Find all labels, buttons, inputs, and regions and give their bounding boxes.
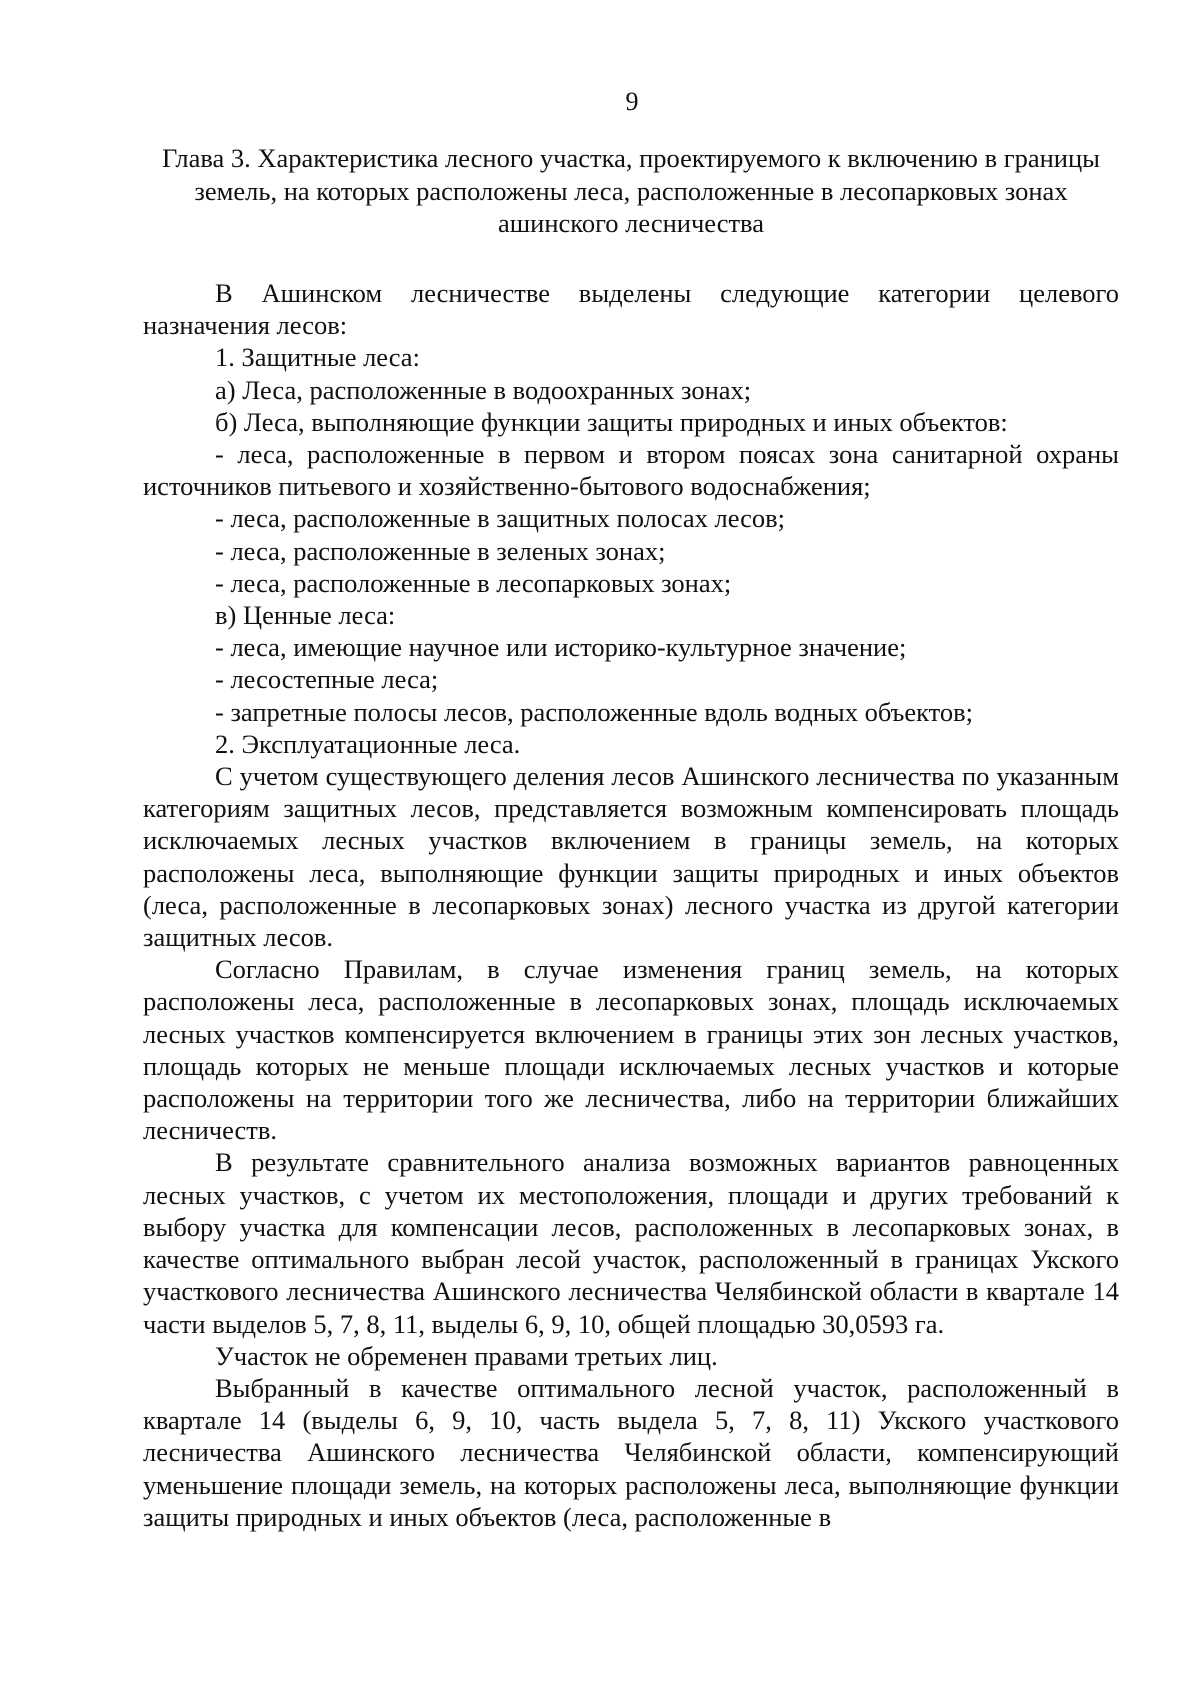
- document-body: [143, 277, 1119, 1533]
- paragraph: Выбранный в качестве оптимального лесной участок, расположенный в квартале 14 (выделы 6, 9, 10, часть выдела 5, 7, 8, 11) Укского участкового лесничества Ашинского лесничества Челябинской области, компенсирующий уменьшение площади земель, на которых расположены леса, выполняющие функции защиты природных и иных объектов (леса, расположенные в: [143, 1372, 1119, 1532]
- paragraph: Участок не обременен правами третьих лиц.: [215, 1340, 718, 1371]
- list-item: - запретные полосы лесов, расположенные вдоль водных объектов;: [215, 696, 974, 727]
- list-item: - леса, имеющие научное или историко-культурное значение;: [215, 632, 907, 663]
- list-item: 1. Защитные леса:: [215, 342, 420, 373]
- list-item: - леса, расположенные в зеленых зонах;: [215, 535, 666, 566]
- list-item: 2. Эксплуатационные леса.: [215, 728, 521, 759]
- paragraph: Согласно Правилам, в случае изменения границ земель, на которых расположены леса, расположенные в лесопарковых зонах, площадь исключаемых лесных участков компенсируется включением в границы этих зон лесных участков, площадь которых не меньше площади исключаемых лесных участков и которые расположены на территории того же лесничества, либо на территории ближайших лесничеств.: [143, 954, 1119, 1146]
- paragraph-intro: В Ашинском лесничестве выделены следующие категории целевого назначения лесов:: [143, 278, 1119, 341]
- chapter-title: Глава 3. Характеристика лесного участка, проектируемого к включению в границы земель, на которых расположены леса, расположенные в лесопарковых зонах ашинского лесничества: [162, 143, 1100, 238]
- page-number: 9: [625, 87, 639, 116]
- list-item: - леса, расположенные в лесопарковых зонах;: [215, 567, 732, 598]
- list-item: - леса, расположенные в первом и втором поясах зона санитарной охраны источников питьевого и хозяйственно-бытового водоснабжения;: [143, 439, 1119, 502]
- list-item: а) Леса, расположенные в водоохранных зонах;: [215, 374, 752, 405]
- list-item: - леса, расположенные в защитных полосах лесов;: [215, 503, 786, 534]
- list-item: - лесостепные леса;: [215, 664, 439, 695]
- paragraph: В результате сравнительного анализа возможных вариантов равноценных лесных участков, с учетом их местоположения, площади и других требований к выбору участка для компенсации лесов, расположенных в лесопарковых зонах, в качестве оптимального выбран лесой участок, расположенный в границах Укского участкового лесничества Ашинского лесничества Челябинской области в квартале 14 части выделов 5, 7, 8, 11, выделы 6, 9, 10, общей площадью 30,0593 га.: [143, 1147, 1119, 1339]
- list-item: б) Леса, выполняющие функции защиты природных и иных объектов:: [215, 406, 1008, 437]
- paragraph: С учетом существующего деления лесов Ашинского лесничества по указанным категориям защитных лесов, представляется возможным компенсировать площадь исключаемых лесных участков включением в границы земель, на которых расположены леса, выполняющие функции защиты природных и иных объектов (леса, расположенные в лесопарковых зонах) лесного участка из другой категории защитных лесов.: [143, 761, 1119, 953]
- list-item: в) Ценные леса:: [215, 600, 396, 631]
